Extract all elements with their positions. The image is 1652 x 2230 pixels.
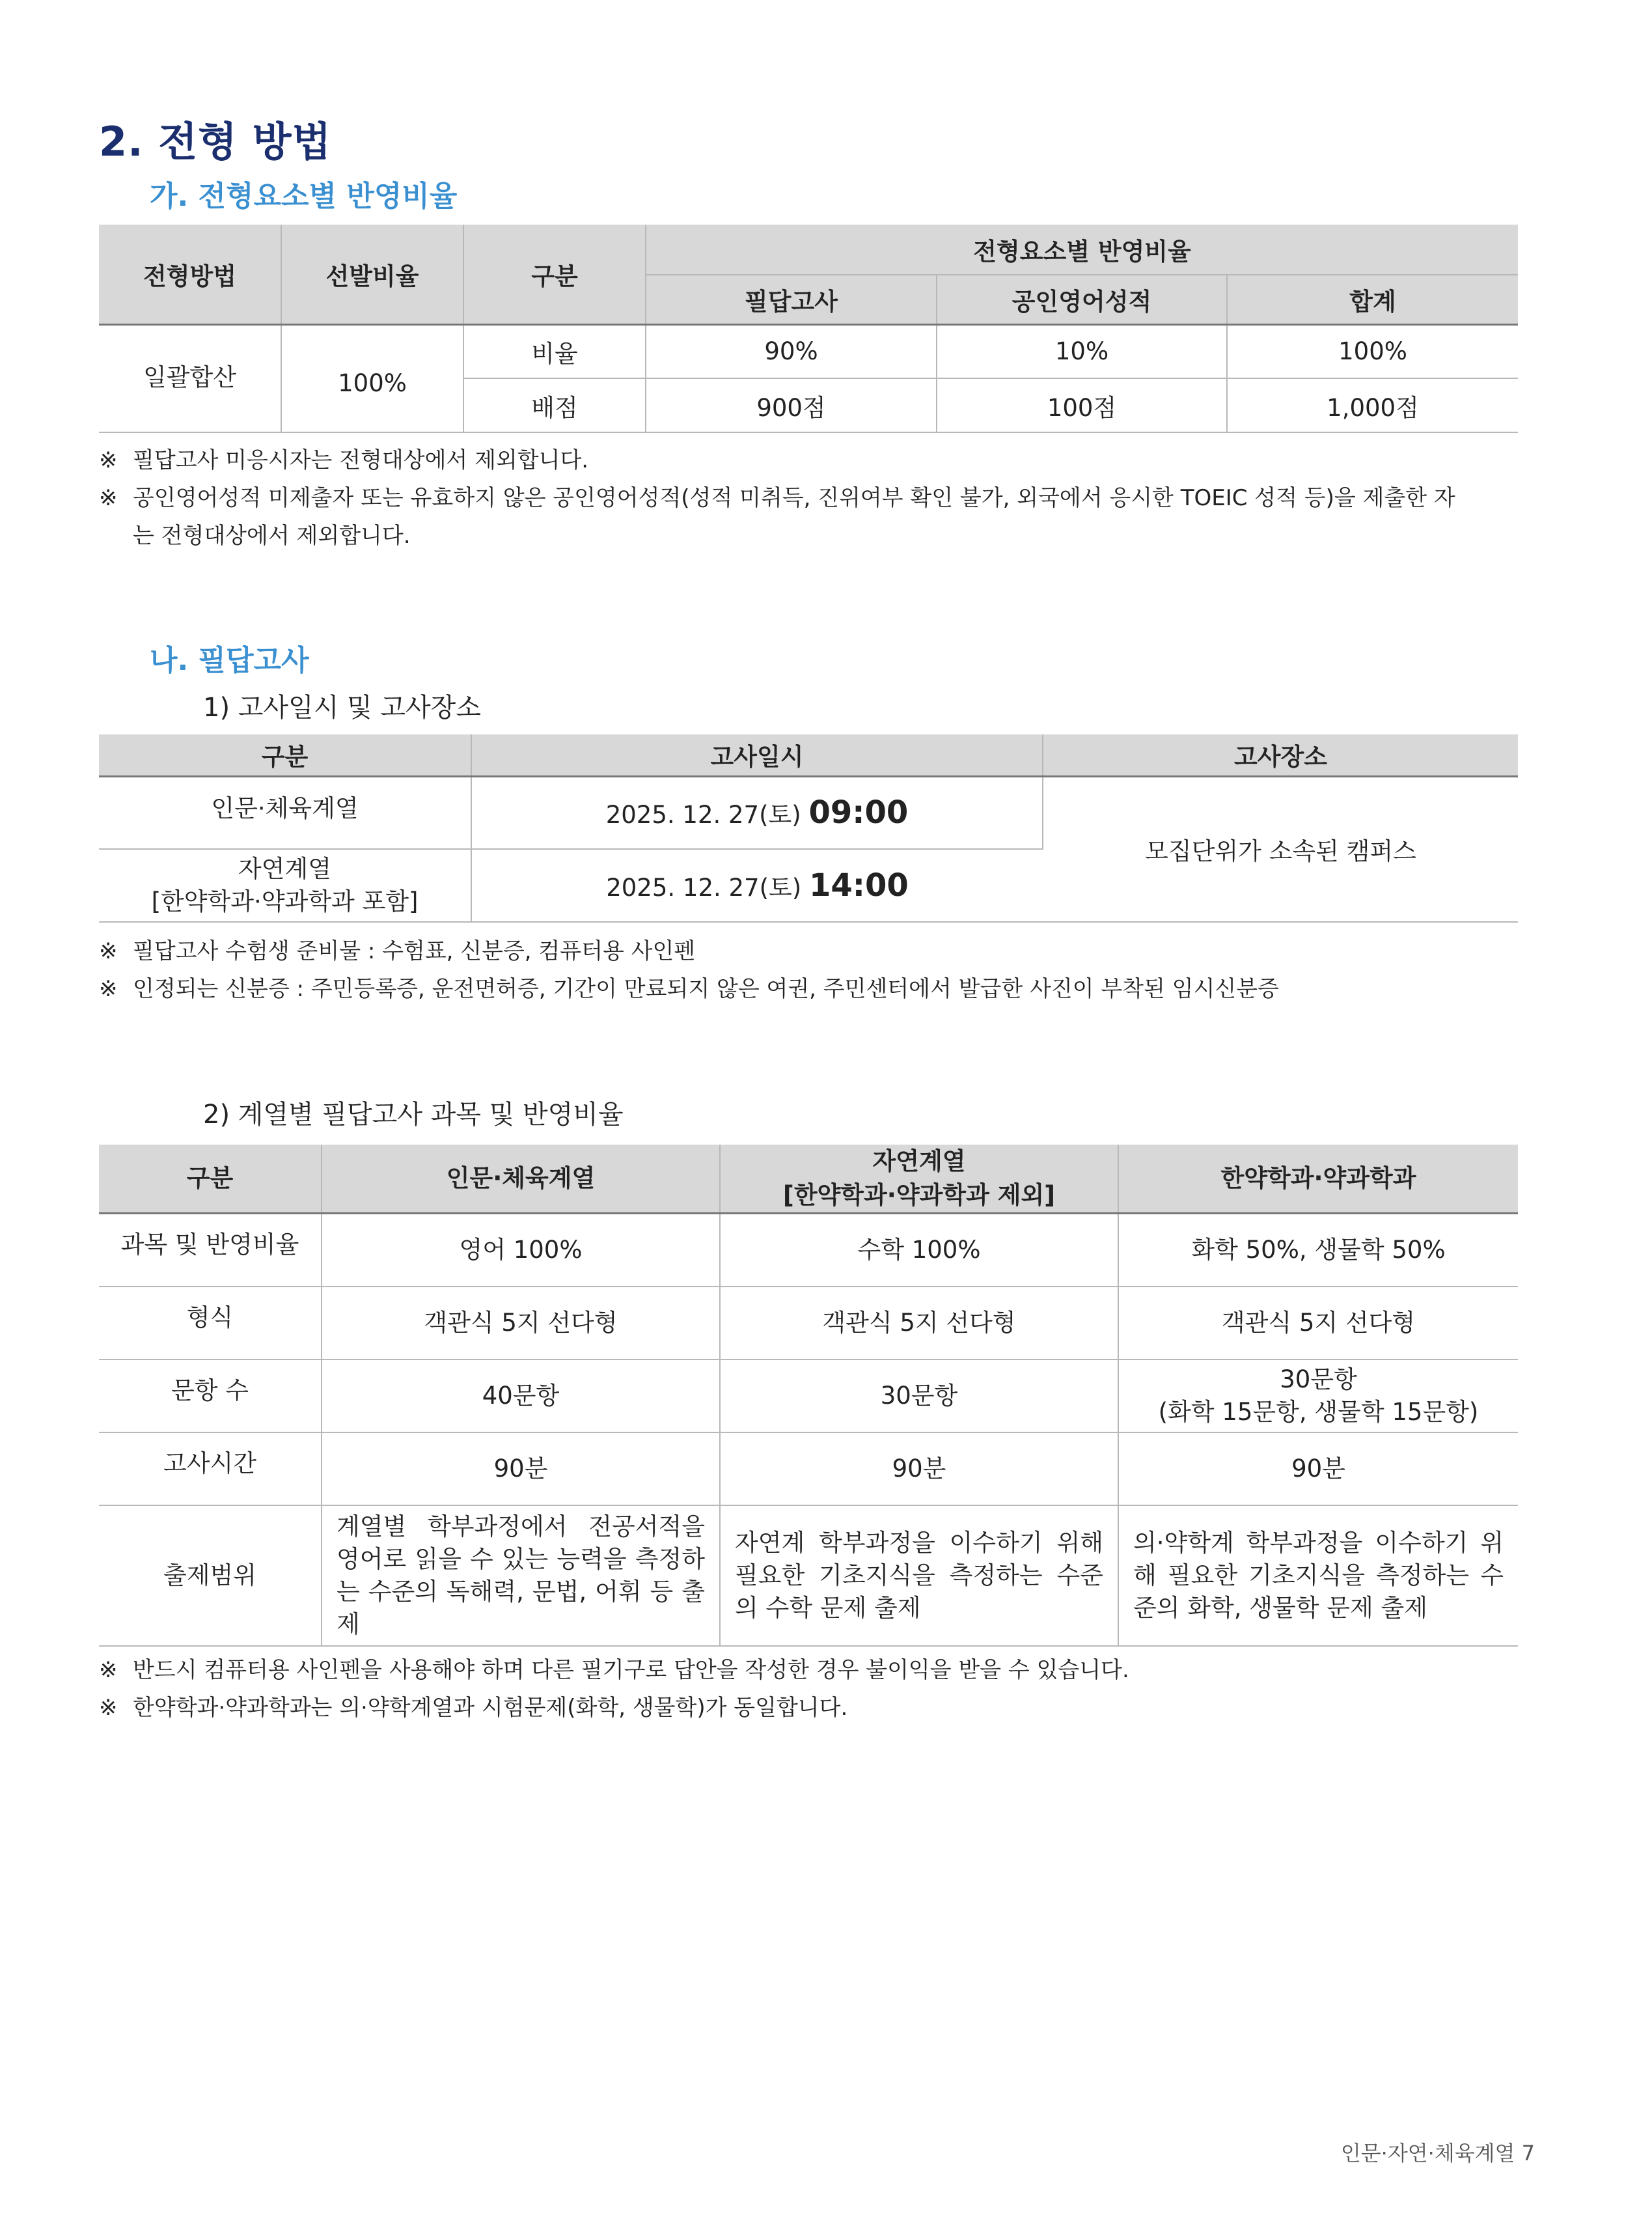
header-category: 구분	[463, 225, 646, 324]
category-natural	[99, 849, 471, 922]
natural-value: 객관식 5지 선다형	[720, 1287, 1118, 1359]
table-row	[99, 1505, 1518, 1646]
subjects-table	[99, 1145, 1518, 1647]
header-method: 전형방법	[99, 225, 281, 324]
value-line: (화학 15문항, 생물학 15문항)	[1158, 1397, 1479, 1426]
natural-value: 90분	[720, 1432, 1118, 1505]
note-mark: ※	[99, 938, 118, 964]
note-mark: ※	[99, 1657, 118, 1683]
note-line	[99, 1689, 1129, 1727]
exam-datetime	[471, 849, 1043, 922]
page-number: 7	[1521, 2141, 1535, 2166]
note-text: 인정되는 신분증 : 주민등록증, 운전면허증, 기간이 만료되지 않은 여권, 주민센터에서 발급한 사진이 부착된 임시신분증	[133, 976, 1279, 1002]
english-value: 100점	[937, 378, 1227, 432]
header-category: 구분	[99, 734, 471, 776]
total-value: 100%	[1227, 324, 1518, 378]
row-label: 과목 및 반영비율	[99, 1214, 322, 1287]
row-label: 배점	[463, 378, 646, 432]
exam-value: 900점	[646, 378, 937, 432]
header-place: 고사장소	[1043, 734, 1518, 776]
rate-value: 100%	[281, 324, 463, 432]
header-english: 공인영어성적	[937, 275, 1227, 324]
notes-a	[99, 441, 1455, 555]
item2-title: 2) 계열별 필답고사 과목 및 반영비율	[203, 1100, 624, 1130]
category-line: [한약학과·약과학과 포함]	[151, 887, 419, 915]
header-total: 합계	[1227, 275, 1518, 324]
pharmacy-value: 의·약학계 학부과정을 이수하기 위해 필요한 기초지식을 측정하는 수준의 화학, 생물학 문제 출제	[1118, 1505, 1518, 1646]
note-text: 공인영어성적 미제출자 또는 유효하지 않은 공인영어성적(성적 미취득, 진위여부 확인 불가, 외국에서 응시한 TOEIC 성적 등)을 제출한 자	[133, 485, 1455, 511]
subsection-b-title: 나. 필답고사	[150, 644, 309, 677]
table-row	[99, 776, 1518, 849]
table-row	[99, 1214, 1518, 1287]
exam-value: 90%	[646, 324, 937, 378]
natural-value: 자연계 학부과정을 이수하기 위해 필요한 기초지식을 측정하는 수준의 수학 문제 출제	[720, 1505, 1118, 1646]
pharmacy-value: 객관식 5지 선다형	[1118, 1287, 1518, 1359]
table-row	[99, 324, 1518, 378]
pharmacy-value	[1118, 1359, 1518, 1432]
row-label: 형식	[99, 1287, 322, 1359]
humanities-value: 계열별 학부과정에서 전공서적을 영어로 읽을 수 있는 능력을 측정하는 수준의 독해력, 문법, 어휘 등 출제	[322, 1505, 720, 1646]
note-mark: ※	[99, 485, 118, 511]
pharmacy-value: 90분	[1118, 1432, 1518, 1505]
method-value: 일괄합산	[99, 324, 281, 432]
humanities-value: 40문항	[322, 1359, 720, 1432]
value-line: 30문항	[1280, 1365, 1357, 1393]
note-text: 반드시 컴퓨터용 사인펜을 사용해야 하며 다른 필기구로 답안을 작성한 경우 불이익을 받을 수 있습니다.	[133, 1657, 1129, 1683]
row-label: 문항 수	[99, 1359, 322, 1432]
header-category: 구분	[99, 1145, 322, 1214]
exam-date: 2025. 12. 27(토)	[606, 874, 802, 902]
note-mark: ※	[99, 976, 118, 1002]
category-humanities: 인문·체육계열	[99, 776, 471, 849]
subsection-a-title: 가. 전형요소별 반영비율	[150, 180, 458, 213]
humanities-value: 90분	[322, 1432, 720, 1505]
footer-text: 인문·자연·체육계열	[1340, 2141, 1515, 2166]
row-label: 비율	[463, 324, 646, 378]
pharmacy-value: 화학 50%, 생물학 50%	[1118, 1214, 1518, 1287]
row-label: 출제범위	[99, 1505, 322, 1646]
row-label: 고사시간	[99, 1432, 322, 1505]
place-value: 모집단위가 소속된 캠퍼스	[1043, 776, 1518, 922]
header-humanities: 인문·체육계열	[322, 1145, 720, 1214]
header-line: [한약학과·약과학과 제외]	[782, 1181, 1056, 1209]
selection-ratio-table	[99, 225, 1518, 433]
exam-schedule-table	[99, 734, 1518, 923]
exam-time: 09:00	[808, 794, 909, 831]
header-natural	[720, 1145, 1118, 1214]
note-line	[99, 1651, 1129, 1689]
note-mark: ※	[99, 447, 118, 473]
header-exam: 필답고사	[646, 275, 937, 324]
page-footer	[1341, 2137, 1535, 2167]
notes-b1	[99, 932, 1279, 1008]
exam-date: 2025. 12. 27(토)	[605, 801, 801, 829]
table-row	[99, 1432, 1518, 1505]
category-line: 자연계열	[238, 855, 331, 883]
notes-b2	[99, 1651, 1129, 1727]
note-line	[99, 932, 1279, 970]
header-pharmacy: 한약학과·약과학과	[1118, 1145, 1518, 1214]
table-row	[99, 1287, 1518, 1359]
note-text: 필답고사 수험생 준비물 : 수험표, 신분증, 컴퓨터용 사인펜	[133, 938, 696, 964]
note-line	[99, 970, 1279, 1008]
note-line	[99, 441, 1455, 479]
header-datetime: 고사일시	[471, 734, 1043, 776]
section-title: 2. 전형 방법	[99, 118, 332, 165]
exam-time: 14:00	[808, 867, 909, 904]
note-line-continued: 는 전형대상에서 제외합니다.	[133, 523, 411, 549]
header-rate: 선발비율	[281, 225, 463, 324]
table-row	[99, 1359, 1518, 1432]
humanities-value: 객관식 5지 선다형	[322, 1287, 720, 1359]
natural-value: 30문항	[720, 1359, 1118, 1432]
header-group: 전형요소별 반영비율	[646, 225, 1518, 275]
humanities-value: 영어 100%	[322, 1214, 720, 1287]
header-line: 자연계열	[872, 1147, 966, 1175]
natural-value: 수학 100%	[720, 1214, 1118, 1287]
note-mark: ※	[99, 1695, 118, 1721]
item1-title: 1) 고사일시 및 고사장소	[203, 693, 481, 723]
exam-datetime	[471, 776, 1043, 849]
english-value: 10%	[937, 324, 1227, 378]
note-line	[99, 479, 1455, 517]
note-text: 필답고사 미응시자는 전형대상에서 제외합니다.	[133, 447, 589, 473]
total-value: 1,000점	[1227, 378, 1518, 432]
note-text: 한약학과·약과학과는 의·약학계열과 시험문제(화학, 생물학)가 동일합니다.	[133, 1695, 848, 1721]
